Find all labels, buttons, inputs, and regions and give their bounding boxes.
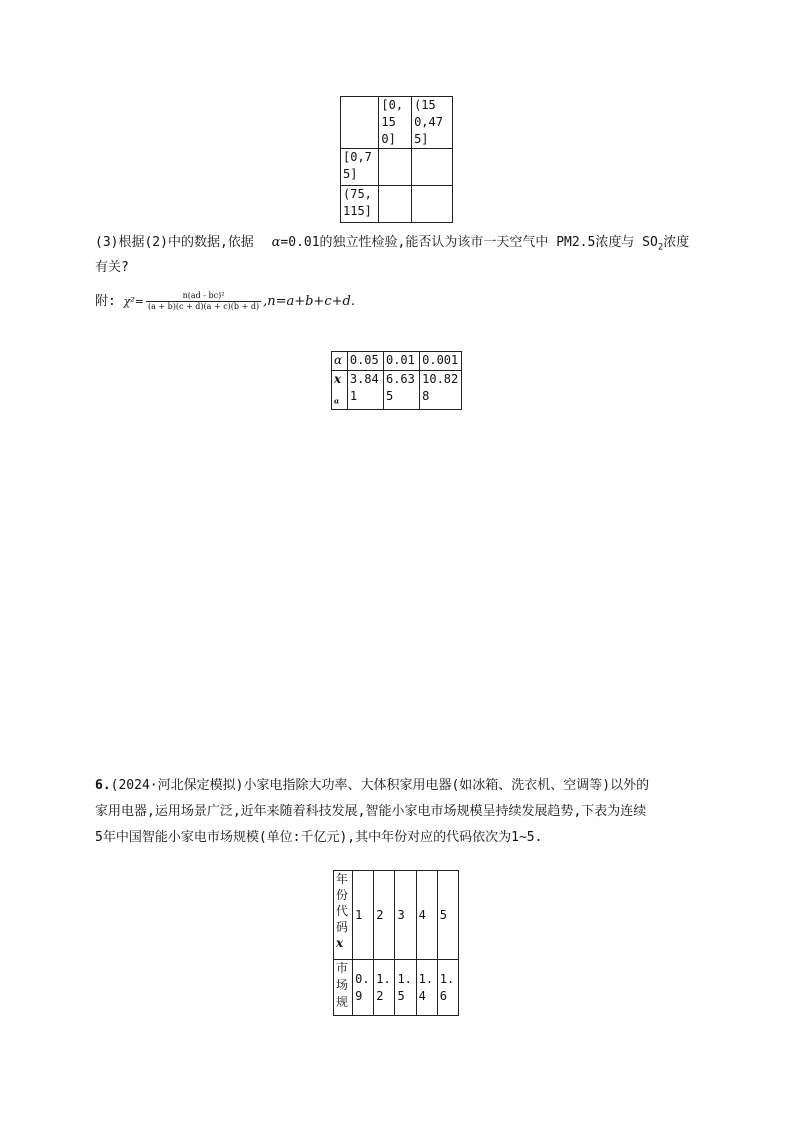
problem-number: 6. [95,778,111,793]
table3-year-code: 4 [416,871,437,960]
table3-year-code: 1 [353,871,374,960]
table1-row-label-low: [0,75] [341,149,379,186]
table3-year-code: 2 [374,871,395,960]
table1-header-so2-high: (150,475] [412,97,453,149]
table1-header-so2-low: [0,150] [379,97,412,149]
table3-market-value: 1.6 [437,960,458,1016]
table2-alpha-label: α [332,352,348,371]
table1-cell [412,149,453,186]
table3-market-value: 1.4 [416,960,437,1016]
market-size-table [333,870,459,1016]
table3-year-code-label: 年份代码 x [334,871,353,960]
concentration-table [340,96,453,223]
table3-year-code: 5 [437,871,458,960]
table2-critical-value: 6.635 [383,371,419,410]
question-3-line2: 有关? [95,260,129,275]
table2-critical-value: 3.841 [347,371,383,410]
table3-market-label: 市场规 [334,960,353,1016]
problem-6-line2: 家用电器,运用场景广泛,近年来随着科技发展,智能小家电市场规模呈持续发展趋势,下表为连续 [95,804,647,819]
formula-fraction: $\frac{\text{n(ad - bc)²}}{(a + b)(c + d)(a + c)(b + d)}$ [147,291,260,311]
critical-value-table [331,351,462,410]
problem-6-line3: 5年中国智能小家电市场规模(单位:千亿元),其中年份对应的代码依次为1~5. [95,830,543,845]
table1-cell [379,149,412,186]
table2-x-label: $x_\alpha$ [332,371,348,410]
chi-square-formula: 附: χ²= $\frac{\text{n(ad - bc)²}}{(a + b)(c + d)(a + c)(b + d)}$ ,n=a+b+c+d. [95,291,355,311]
table2-alpha-value: 0.05 [347,352,383,371]
problem-6-line1: 6.(2024·河北保定模拟)小家电指除大功率、大体积家用电器(如冰箱、洗衣机、空调等)以外的 [95,778,650,793]
table1-cell [412,186,453,223]
table3-market-value: 1.5 [395,960,416,1016]
table3-year-code: 3 [395,871,416,960]
table1-cell [379,186,412,223]
table3-market-value: 1.2 [374,960,395,1016]
table2-critical-value: 10.828 [420,371,462,410]
table2-alpha-value: 0.001 [420,352,462,371]
question-3-line1: (3)根据(2)中的数据,依据 α=0.01的独立性检验,能否认为该市一天空气中 PM2.5浓度与 $SO_2$浓度 [95,235,690,253]
table1-row-label-high: (75,115] [341,186,379,223]
table1-corner-cell [341,97,379,149]
table2-alpha-value: 0.01 [383,352,419,371]
table3-market-value: 0.9 [353,960,374,1016]
alpha-symbol: α [271,235,281,250]
